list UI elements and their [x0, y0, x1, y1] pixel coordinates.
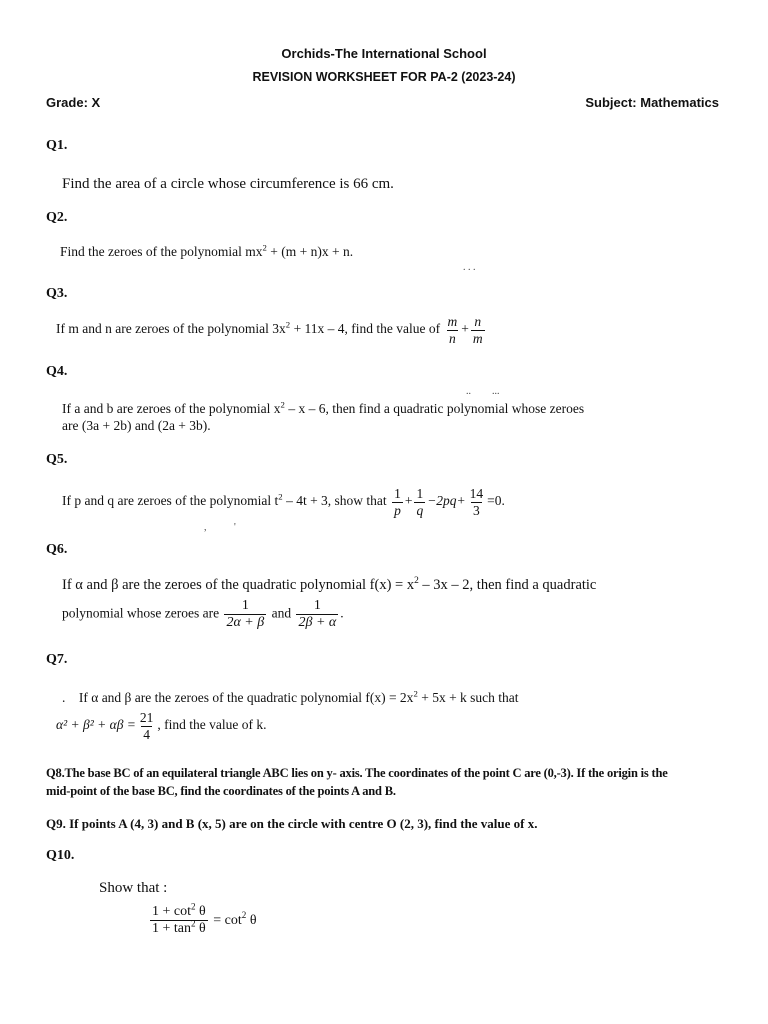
q10-label: Q10. [46, 848, 75, 863]
q7-text-line2: α² + β² + αβ = $\frac{21}{4}$ , find the value of k. [56, 710, 267, 742]
q6-text-line2: polynomial whose zeroes are $\frac{1}{2\alpha + \beta}$ and $\frac{1}{2\beta + \alpha}$ . [62, 598, 344, 631]
subject-label: Subject: Mathematics [585, 95, 719, 110]
q8-text-line1: Q8.The base BC of an equilateral triangle ABC lies on y- axis. The coordinates of the point C are (0,-3). If the origin is the [46, 766, 668, 780]
q3-fraction-n-over-m: $\frac{n}{m}$ [472, 314, 483, 346]
q10-fraction: $\frac{1 + \cot^2 \theta}{1 + \tan^2 \theta}$ [152, 901, 206, 937]
q1-text: Find the area of a circle whose circumference is 66 cm. [62, 176, 394, 192]
q2-faint-marks: . . . [463, 262, 476, 273]
q5-faint-mark: , [204, 522, 207, 533]
q5-label: Q5. [46, 452, 68, 467]
school-name: Orchids-The International School [281, 46, 487, 61]
q4-text-line1: If a and b are zeroes of the polynomial $x^2$ – x – 6, then find a quadratic polynomial whose zeroes [62, 399, 585, 416]
q7-fraction-21-over-4: $\frac{21}{4}$ [139, 710, 154, 742]
q3-label: Q3. [46, 286, 68, 301]
q4-faint-marks: .. [466, 386, 471, 397]
q7-label: Q7. [46, 652, 68, 667]
q10-identity: $\frac{1 + \cot^2 \theta}{1 + \tan^2 \theta}$ = $\cot^2 \theta$ [152, 901, 257, 937]
q5-text: If p and q are zeroes of the polynomial $t^2 - 4t + 3$, show that $\frac{1}{p}$ + $\frac{1}{q}$ −2pq+ $\frac{14}{3}$ =0. [62, 486, 505, 518]
q2-text: Find the zeroes of the polynomial $mx^2 + (m + n)x + n$. [60, 242, 354, 259]
q4-text-line2: are (3a + 2b) and (2a + 3b). [62, 418, 211, 433]
q8-text-line2: mid-point of the base BC, find the coordinates of the points A and B. [46, 784, 396, 798]
q2-label: Q2. [46, 210, 68, 225]
q6-fraction-1: $\frac{1}{2\alpha + \beta}$ [226, 598, 265, 631]
q3-fraction-m-over-n: $\frac{m}{n}$ [447, 314, 458, 346]
q4-faint-marks-2: ... [492, 386, 500, 397]
q6-label: Q6. [46, 542, 68, 557]
q9-text: Q9. If points A (4, 3) and B (x, 5) are on the circle with centre O (2, 3), find the value of x. [46, 816, 538, 831]
q5-faint-mark-2: ' [234, 522, 236, 533]
q3-text: If m and n are zeroes of the polynomial $3x^2 + 11x - 4$, find the value of $\frac{m}{n}$ + $\frac{n}{m}$ [56, 314, 483, 346]
q5-fraction-1-over-q: $\frac{1}{q}$ [416, 486, 424, 518]
q10-show-that: Show that : [99, 880, 168, 896]
q6-fraction-2: $\frac{1}{2\beta + \alpha}$ [298, 598, 337, 631]
q5-fraction-1-over-p: $\frac{1}{p}$ [394, 486, 401, 518]
q6-text-line1: If α and β are the zeroes of the quadratic polynomial $f(x) = x^2 - 3x - 2$, then find a quadratic [62, 576, 597, 593]
q7-text-line1: . If α and β are the zeroes of the quadratic polynomial $f(x) = 2x^2 + 5x + k$ such that [62, 688, 519, 705]
q5-fraction-14-over-3: $\frac{14}{3}$ [469, 486, 484, 518]
q1-label: Q1. [46, 138, 68, 153]
q4-label: Q4. [46, 364, 68, 379]
worksheet-title: REVISION WORKSHEET FOR PA-2 (2023-24) [252, 70, 516, 84]
grade-label: Grade: X [46, 95, 101, 110]
